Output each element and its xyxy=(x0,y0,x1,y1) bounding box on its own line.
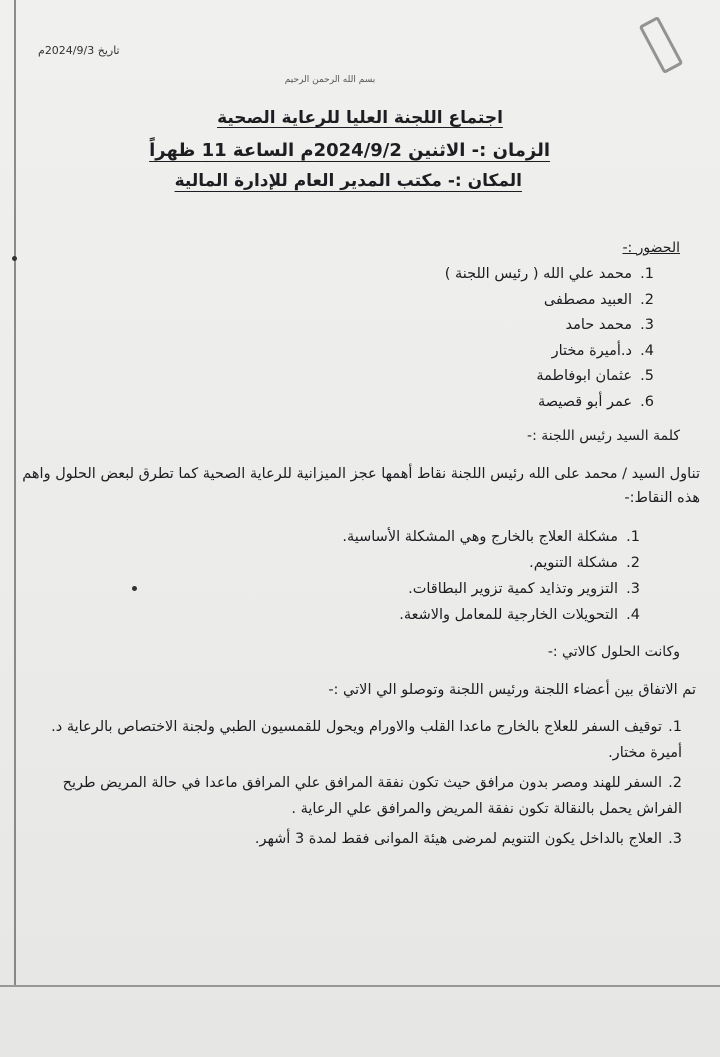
header-block xyxy=(190,102,530,134)
chair-speech-heading: كلمة السيد رئيس اللجنة :- xyxy=(527,428,680,444)
agreement-text: تم الاتفاق بين أعضاء اللجنة ورئيس اللجنة وتوصلو الي الاتي :- xyxy=(328,682,696,698)
list-item: 4.التحويلات الخارجية للمعامل والاشعة. xyxy=(399,607,640,623)
problem-points-list xyxy=(342,524,640,628)
basmala: بسم الله الرحمن الرحيم xyxy=(284,75,376,85)
ink-dot xyxy=(132,586,137,591)
attendee-list xyxy=(445,262,654,415)
list-item: 6.عمر أبو قصيصة xyxy=(537,393,654,410)
list-item: 1.محمد علي الله ( رئيس اللجنة ) xyxy=(444,266,654,282)
solutions-list xyxy=(32,714,682,856)
meeting-title: اجتماع اللجنة العليا للرعاية الصحية xyxy=(217,108,503,128)
list-item: 1.توقيف السفر للعلاج بالخارج ماعدا القلب والاورام ويحول للقمسيون الطبي ولجنة الاختصاص بالرعاية د. أميرة مختار. xyxy=(51,719,682,761)
staple-mark xyxy=(639,16,684,74)
ink-dot xyxy=(12,256,17,261)
chair-speech-text: تناول السيد / محمد على الله رئيس اللجنة نقاط أهمها عجز الميزانية للرعاية الصحية كما تطرق لبعض الحلول واهم هذه النقاط:- xyxy=(22,466,700,506)
meeting-time: الزمان :- الاثنين 2024/9/2م الساعة 11 ظهراً xyxy=(149,140,550,161)
list-item: 2.العبيد مصطفى xyxy=(543,291,654,308)
list-item: 2.السفر للهند ومصر بدون مرافق حيث تكون نفقة المرافق علي المرافق ماعدا في حالة المريض طريح الفراش يحمل بالنقالة تكون نفقة المريض والمرافق علي الرعاية . xyxy=(62,775,682,817)
attendance-heading: الحضور :- xyxy=(622,240,680,256)
list-item: 3.محمد حامد xyxy=(565,317,654,333)
list-item: 1.مشكلة العلاج بالخارج وهي المشكلة الأساسية. xyxy=(342,529,640,545)
bottom-border-line xyxy=(0,985,720,987)
solutions-heading: وكانت الحلول كالاتي :- xyxy=(547,644,680,660)
document-date: تاريخ 2024/9/3م xyxy=(38,44,120,57)
list-item: 4.د.أميرة مختار xyxy=(551,342,654,359)
list-item: 3.التزوير وتذايد كمية تزوير البطاقات. xyxy=(408,581,640,597)
list-item: 5.عثمان ابوفاطمة xyxy=(536,368,654,384)
list-item: 2.مشكلة التنويم. xyxy=(529,555,640,571)
list-item: 3.العلاج بالداخل يكون التنويم لمرضى هيئة الموانى فقط لمدة 3 أشهر. xyxy=(254,831,682,847)
meeting-place: المكان :- مكتب المدير العام للإدارة المالية xyxy=(174,171,522,191)
